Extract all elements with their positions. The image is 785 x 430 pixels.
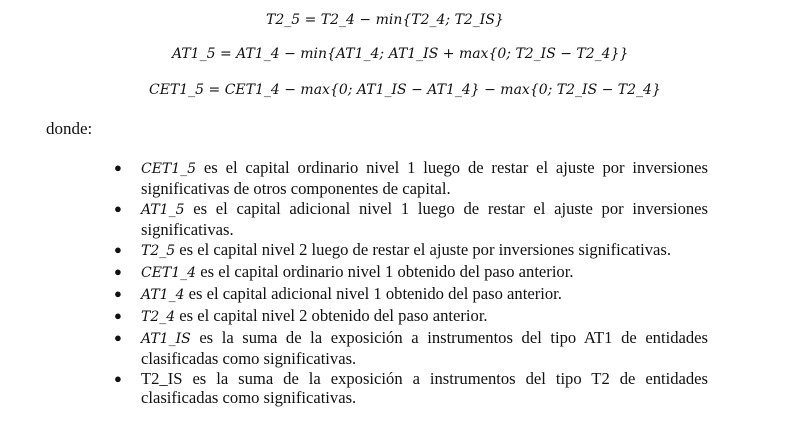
item-symbol: AT1_IS (141, 331, 191, 347)
list-item (108, 369, 708, 407)
bullet-icon: ● (114, 242, 122, 257)
list-item (108, 158, 708, 198)
bullet-icon: ● (114, 286, 122, 301)
item-text: es el capital adicional nivel 1 obtenido del paso anterior. (184, 284, 562, 303)
item-text: es la suma de la exposición a instrumentos del tipo T2 de entidades clasificadas como significativas. (141, 369, 708, 407)
item-symbol: T2_4 (141, 309, 176, 325)
item-text: es el capital nivel 2 luego de restar el ajuste por inversiones significativas. (175, 240, 671, 259)
definitions-list (108, 158, 708, 408)
list-item (108, 328, 708, 368)
list-item (108, 199, 708, 239)
bullet-icon: ● (114, 201, 122, 216)
item-symbol: CET1_4 (141, 265, 197, 281)
item-text: es el capital ordinario nivel 1 luego de restar el ajuste por inversiones significativas de otros componentes de capital. (141, 158, 708, 198)
item-symbol: T2_5 (141, 243, 176, 259)
item-text: es la suma de la exposición a instrumentos del tipo AT1 de entidades clasificadas como significativas. (141, 328, 708, 368)
item-text: es el capital nivel 2 obtenido del paso anterior. (175, 306, 488, 325)
bullet-icon: ● (114, 160, 122, 175)
donde-label: donde: (46, 119, 93, 138)
equation-cet1-5: CET1_5 = CET1_4 − max{0; AT1_IS − AT1_4} − max{0; T2_IS − T2_4} (149, 82, 661, 98)
item-symbol: T2_IS (141, 369, 183, 388)
equation-at1-5: AT1_5 = AT1_4 − min{AT1_4; AT1_IS + max{0; T2_IS − T2_4}} (172, 46, 629, 62)
bullet-icon: ● (114, 371, 122, 386)
item-symbol: CET1_5 (141, 161, 197, 177)
item-symbol: AT1_4 (141, 287, 185, 303)
list-item (108, 306, 708, 327)
item-text: es el capital adicional nivel 1 luego de restar el ajuste por inversiones significativas. (141, 199, 708, 239)
list-item (108, 262, 708, 283)
bullet-icon: ● (114, 330, 122, 345)
equation-t2-5: T2_5 = T2_4 − min{T2_4; T2_IS} (266, 12, 504, 28)
bullet-icon: ● (114, 308, 122, 323)
list-item (108, 240, 708, 261)
list-item (108, 284, 708, 305)
item-text: es el capital ordinario nivel 1 obtenido del paso anterior. (196, 262, 574, 281)
item-symbol: AT1_5 (141, 202, 185, 218)
bullet-icon: ● (114, 264, 122, 279)
